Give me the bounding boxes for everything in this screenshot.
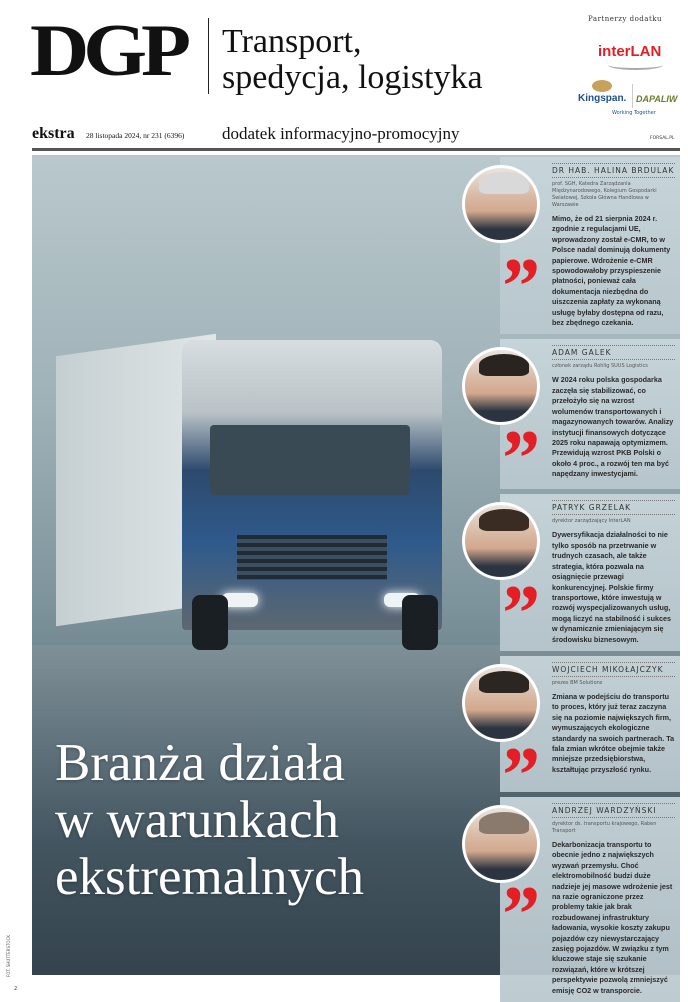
partners-label: Partnerzy dodatku — [588, 15, 663, 23]
quote-text: Zmiana w podejściu do transportu to proces, który już teraz zaczyna się na poziomie największych firm, wymuszających ekologiczne standardy na swoich partnerach. Ta fala zmian wkrótce obejmie także mniejsze przedsiębiorstwa, kształtując przyszłość rynku. — [552, 691, 675, 774]
logo-divider — [632, 84, 633, 108]
avatar-hair — [479, 671, 529, 693]
avatar-hair — [479, 509, 529, 531]
quote-text: Mimo, że od 21 sierpnia 2024 r. zgodnie z regulacjami UE, wprowadzony został e-CMR, to w Polsce nadal dominują dokumenty papierowe. Wdrożenie e-CMR spowodowałoby przyspieszenie płatności, ponieważ cała dokumentacja niezbędna do uiszczenia zapłaty za wykonaną usługę byłaby dostępna od razu, bez zbędnego czekania. — [552, 214, 671, 328]
kingspan-tagline: Working Together — [612, 110, 656, 116]
dgp-logo: DGP — [30, 9, 186, 92]
quote-box — [500, 157, 680, 334]
quote-role: dyrektor ds. transportu krajowego, Raben Transport — [552, 820, 657, 834]
kingspan-icon — [592, 80, 612, 92]
photo-credit: FOT. SHUTTERSTOCK — [6, 935, 11, 978]
dapaliw-logo: DAPALIW — [636, 94, 678, 104]
avatar — [462, 664, 540, 742]
quote-author: WOJCIECH MIKOŁAJCZYK — [552, 662, 675, 677]
avatar-hair — [479, 172, 529, 194]
interlan-logo: interLAN — [598, 43, 662, 60]
quote-role: członek zarządu Rohlig SUUS Logistics — [552, 363, 648, 370]
quote-role: prezes BM Solutions — [552, 679, 603, 686]
kingspan-logo: Kingspan. — [578, 93, 627, 104]
divider — [208, 18, 209, 94]
avatar — [462, 502, 540, 580]
avatar-hair — [479, 354, 529, 376]
quote-author: ADAM GALEK — [552, 345, 675, 360]
avatar — [462, 805, 540, 883]
avatar-hair — [479, 812, 529, 834]
quote-mark-icon: ” — [498, 884, 530, 945]
avatar — [462, 165, 540, 243]
interlan-swoosh-icon — [608, 60, 663, 70]
site-link[interactable]: FORSAL.PL — [650, 136, 675, 141]
section-label: dodatek informacyjno-promocyjny — [222, 124, 460, 143]
wheel — [192, 595, 228, 650]
headline-line-2: w warunkach — [55, 791, 340, 849]
quote-box — [500, 339, 680, 489]
quotes-column — [500, 157, 680, 1002]
truck-grille — [237, 535, 387, 580]
headline-line-1: Branża działa — [55, 734, 345, 792]
quote-box — [500, 494, 680, 650]
truck-windshield — [210, 425, 410, 495]
quote-mark-icon: ” — [498, 745, 530, 806]
header-rule — [32, 148, 680, 151]
avatar — [462, 347, 540, 425]
quote-author: DR HAB. HALINA BRDULAK — [552, 163, 675, 178]
quote-text: W 2024 roku polska gospodarka zaczęła się stabilizować, co przełożyło się na wzrost wolumenów transportowanych i magazynowanych towarów. Analizy instytucji finansowych dotyczące 2025 roku napawają optymizmem. Przewidują wzrost PKB Polski o około 4 proc., a rozwój ten ma być napędzany inwestycjami. — [552, 375, 674, 479]
quote-mark-icon: ” — [498, 429, 530, 490]
title-line-1: Transport, — [222, 23, 362, 60]
quote-role: prof. SGH, Katedra Zarządzania Międzynarodowego, Kolegium Gospodarki Światowej, Szkoła Główna Handlowa w Warszawie — [552, 181, 657, 208]
quote-author: ANDRZEJ WARDZYŃSKI — [552, 803, 675, 818]
title-line-2: spedycja, logistyka — [222, 59, 483, 96]
edition-label: ekstra — [32, 125, 75, 142]
wheel — [402, 595, 438, 650]
quote-text: Dekarbonizacja transportu to obecnie jedno z największych wyzwań przemysłu. Choć elektromobilność budzi duże nadzieje jej masowe wdrożenie jest na razie ograniczone przez problemy takie jak brak rozbudowanej infrastruktury ładowania, wysokie koszty zakupu pojazdów czy niewystarczający zasięg pojazdów. W związku z tym kluczowe staje się szukanie rozwiązań, które w krótszej perspektywie pozwolą zmniejszyć emisję CO2 w transporcie. — [552, 839, 673, 995]
page-number: 2 — [14, 986, 18, 992]
quote-mark-icon: ” — [498, 584, 530, 645]
quote-text: Dywersyfikacja działalności to nie tylko sposób na przetrwanie w trudnych czasach, ale także strategia, która pozwala na osiągnięcie przewagi konkurencyjnej. Polskie firmy transportowe, które inwestują w rozwój wyspecjalizowanych usług, mogą liczyć na stabilność i sukces w dynamicznie zmieniającym się środowisku biznesowym. — [552, 530, 672, 644]
quote-role: dyrektor zarządzający InterLAN — [552, 518, 631, 525]
headline — [55, 735, 364, 906]
quote-mark-icon: ” — [498, 257, 530, 317]
quote-author: PATRYK GRZELAK — [552, 500, 675, 515]
quote-box — [500, 797, 680, 1002]
supplement-title — [222, 24, 483, 96]
quote-box — [498, 656, 680, 806]
issue-info: 28 listopada 2024, nr 231 (6396) — [86, 131, 185, 140]
headline-line-3: ekstremalnych — [55, 848, 365, 906]
